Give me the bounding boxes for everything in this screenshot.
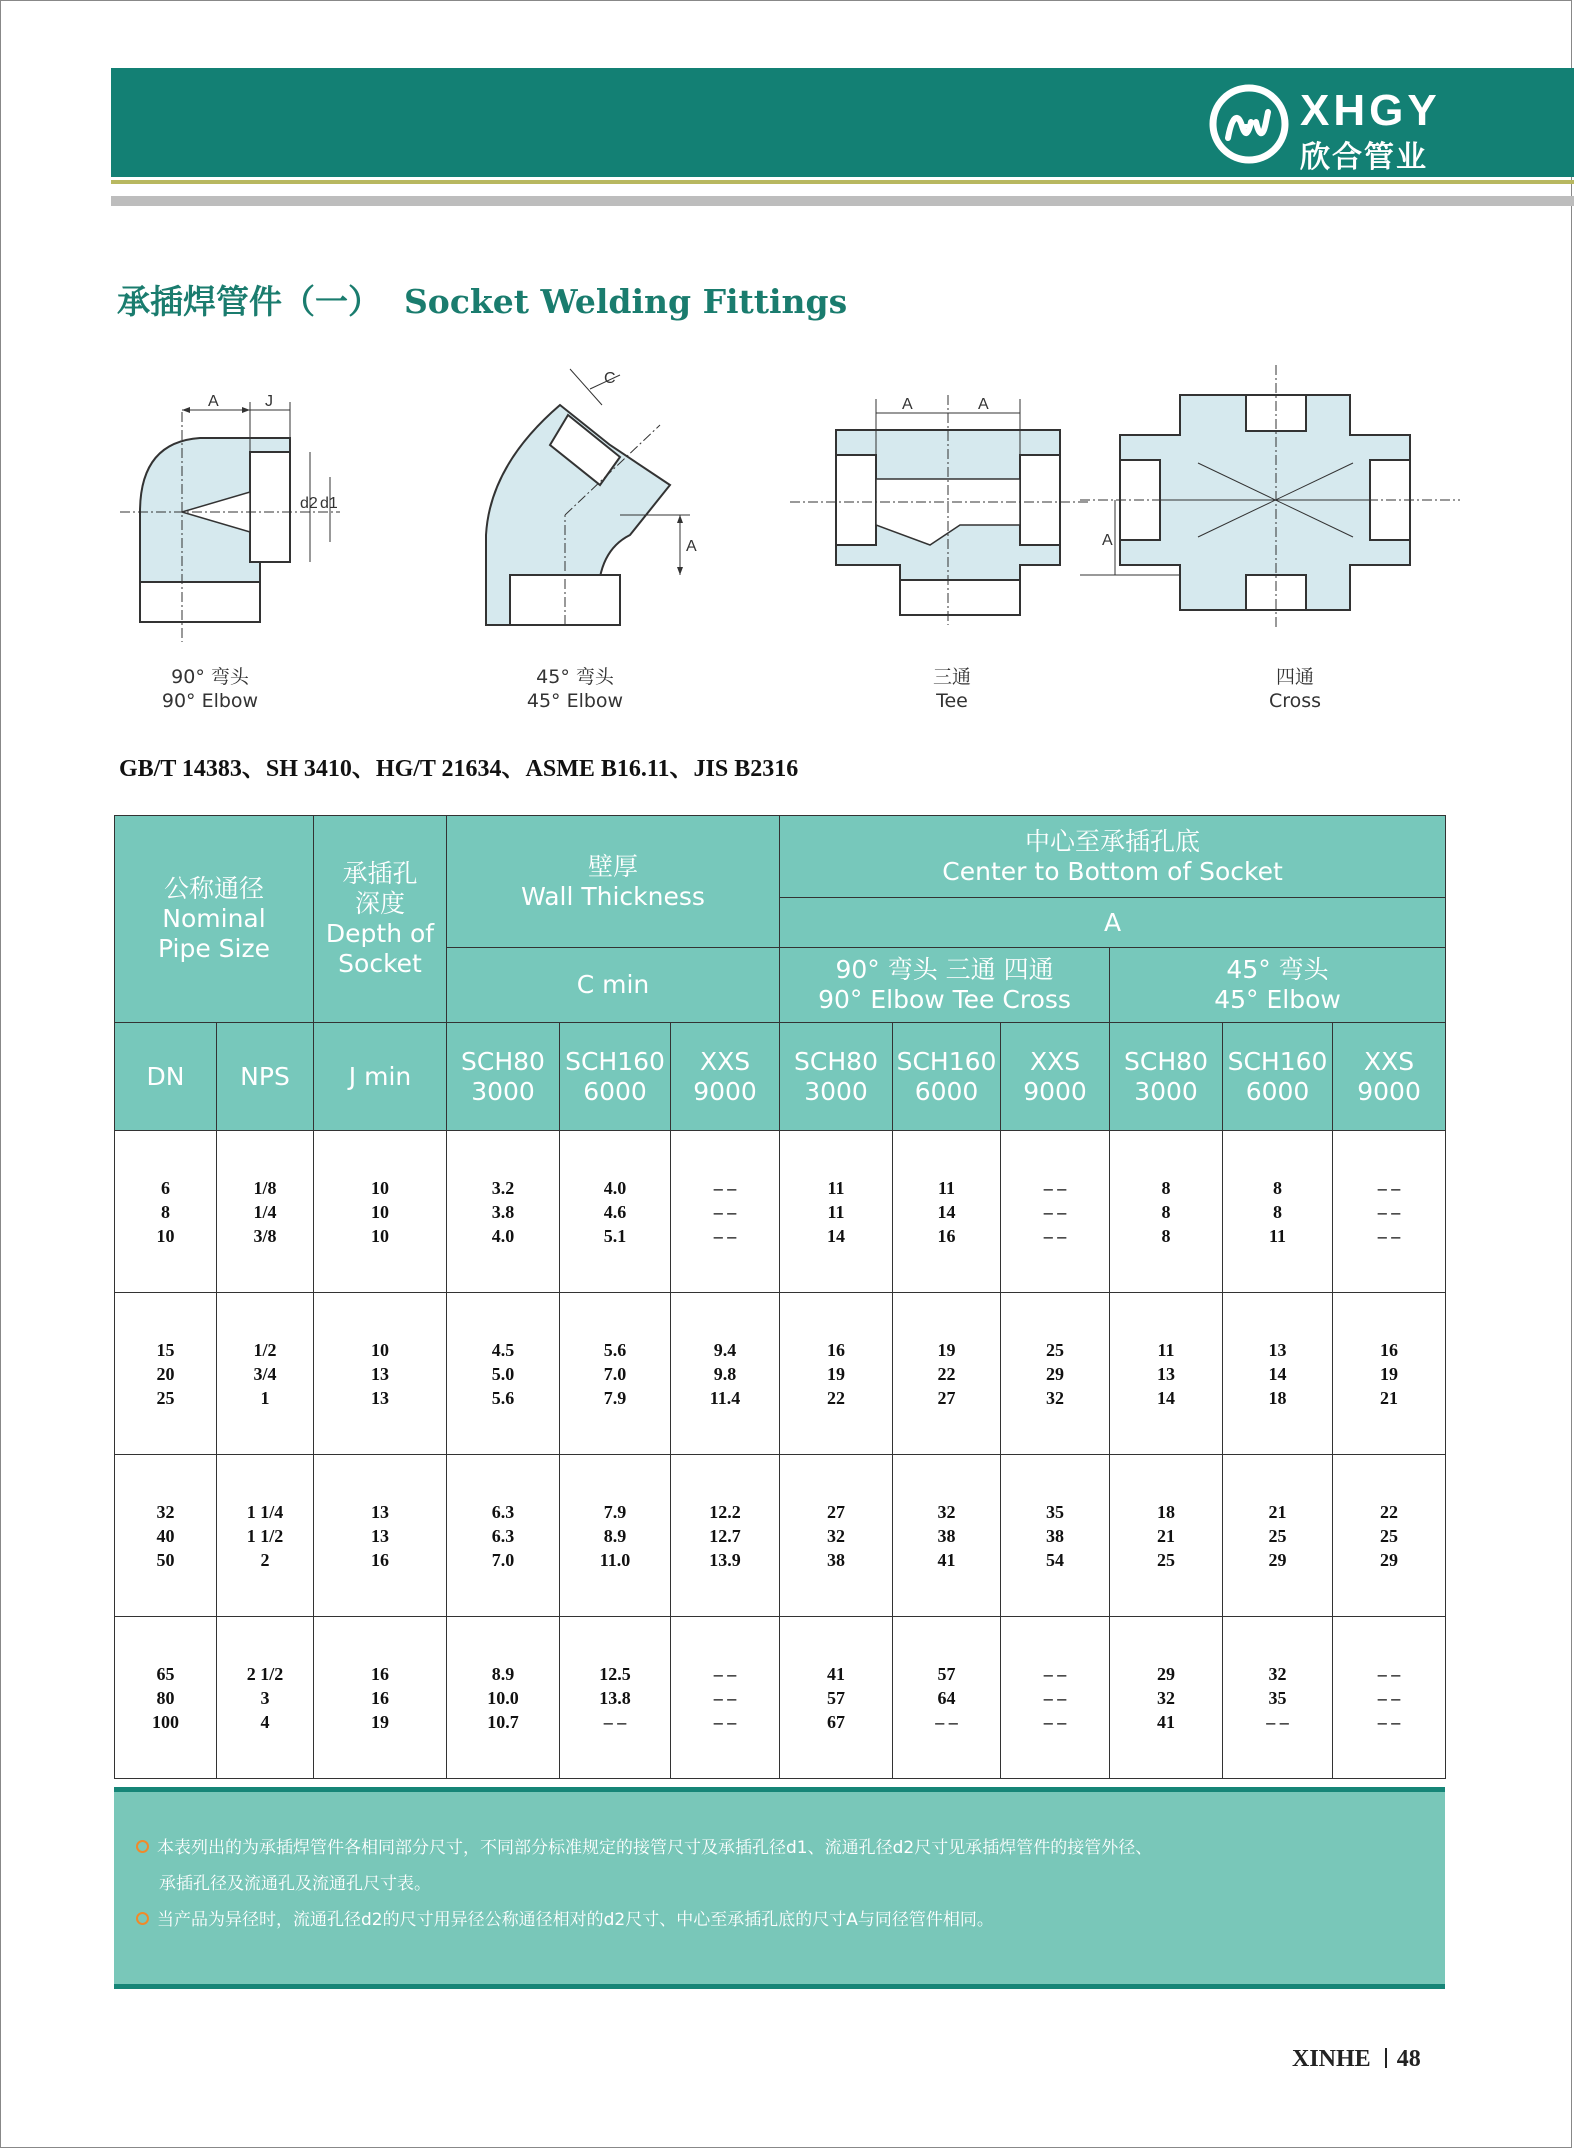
caption-cn: 四通 — [1275, 666, 1314, 688]
cell-value: 32 — [1157, 1687, 1176, 1708]
dim-label-a: A — [686, 538, 697, 555]
cell-value: – – — [1043, 1225, 1067, 1246]
footer-brand: XINHE — [1292, 2046, 1371, 2072]
dim-label-c: C — [604, 370, 616, 387]
cell-value: 32 — [827, 1525, 846, 1546]
class-header: XXS 9000 — [671, 1023, 780, 1131]
table-row — [115, 1131, 1446, 1293]
note-1-continued: 承插孔径及流通孔及流通孔尺寸表。 — [159, 1874, 431, 1894]
cell-value: 15 — [156, 1339, 175, 1360]
cell-value: – – — [713, 1663, 737, 1684]
cell-value: 13 — [1268, 1339, 1287, 1360]
cell-value: 41 — [937, 1549, 956, 1570]
cell-value: 16 — [827, 1339, 846, 1360]
class-header: SCH160 6000 — [560, 1023, 671, 1131]
cell-value: 35 — [1268, 1687, 1287, 1708]
logo-mark-icon — [1208, 82, 1294, 168]
cell-value: 13 — [371, 1525, 389, 1546]
cell-value: 8.9 — [603, 1525, 627, 1546]
table-cell-a45-80 — [1110, 1131, 1223, 1293]
cell-value: 35 — [1046, 1501, 1065, 1522]
cell-value: 13 — [371, 1501, 389, 1522]
logo-text-en: XHGY — [1300, 86, 1441, 135]
cell-value: 14 — [1268, 1363, 1287, 1384]
cell-value: 13.8 — [599, 1687, 631, 1708]
table-cell-cxxs — [671, 1617, 780, 1779]
group-90-header: 90° 弯头 三通 四通 90° Elbow Tee Cross — [780, 948, 1110, 1023]
class-header: SCH160 6000 — [893, 1023, 1001, 1131]
cell-value: – – — [1043, 1663, 1067, 1684]
cell-value: 10.0 — [487, 1687, 519, 1708]
cell-value: 3/8 — [253, 1225, 277, 1246]
cell-value: 4 — [260, 1711, 270, 1732]
class-header: SCH80 3000 — [1110, 1023, 1223, 1131]
caption-en: Cross — [1268, 690, 1322, 712]
cell-value: 25 — [1268, 1525, 1287, 1546]
cell-value: 11 — [938, 1177, 956, 1198]
cell-value: 18 — [1157, 1501, 1176, 1522]
cell-value: 7.9 — [603, 1501, 627, 1522]
cell-value: 1 — [260, 1387, 270, 1408]
class-header: XXS 9000 — [1001, 1023, 1110, 1131]
cell-value: 80 — [156, 1687, 175, 1708]
table-cell-a45-160 — [1223, 1293, 1333, 1455]
cell-value: 19 — [827, 1363, 846, 1384]
cell-value: 57 — [937, 1663, 956, 1684]
cell-value: 25 — [1046, 1339, 1065, 1360]
cell-value: 8 — [1161, 1225, 1171, 1246]
table-cell-a90-80 — [780, 1617, 893, 1779]
dn-header: DN — [115, 1023, 217, 1131]
cell-value: 18 — [1268, 1387, 1287, 1408]
bullet-icon — [136, 1840, 149, 1853]
cell-value: 22 — [1380, 1501, 1399, 1522]
cell-value: – – — [935, 1711, 958, 1732]
cell-value: 27 — [827, 1501, 846, 1522]
table-cell-c80 — [447, 1455, 560, 1617]
caption-cn: 45° 弯头 — [536, 666, 614, 688]
cell-value: 32 — [937, 1501, 956, 1522]
table-cell-dn — [115, 1293, 217, 1455]
cell-value: 4.5 — [491, 1339, 515, 1360]
cell-value: 1 1/4 — [246, 1501, 284, 1522]
logo-text-cn: 欣合管业 — [1300, 140, 1428, 175]
table-cell-a90-xxs — [1001, 1455, 1110, 1617]
figure-caption-90-elbow — [120, 665, 300, 713]
table-cell-a45-xxs — [1333, 1131, 1446, 1293]
diagram-tee — [790, 385, 1090, 630]
table-cell-cxxs — [671, 1455, 780, 1617]
center-to-socket-header: 中心至承插孔底 Center to Bottom of Socket — [780, 816, 1446, 898]
table-cell-a45-80 — [1110, 1617, 1223, 1779]
header-row-1 — [115, 816, 1446, 898]
cell-value: 13 — [371, 1387, 389, 1408]
cell-value: 38 — [827, 1549, 846, 1570]
table-cell-j — [314, 1617, 447, 1779]
cell-value: – – — [713, 1177, 737, 1198]
dim-label-a-right: A — [978, 396, 989, 413]
cell-value: – – — [1266, 1711, 1289, 1732]
table-cell-nps — [217, 1617, 314, 1779]
brand-logo — [1208, 82, 1448, 175]
cell-value: 16 — [371, 1549, 389, 1570]
table-cell-nps — [217, 1293, 314, 1455]
dim-label-d1: d1 — [320, 495, 338, 512]
cell-value: 5.6 — [491, 1387, 515, 1408]
cell-value: 12.5 — [599, 1663, 631, 1684]
cell-value: 100 — [152, 1711, 179, 1732]
cell-value: 2 1/2 — [246, 1663, 284, 1684]
cell-value: 7.9 — [603, 1387, 627, 1408]
diagram-90-elbow — [110, 392, 360, 657]
socket-depth-header: 承插孔 深度 Depth of Socket — [314, 816, 447, 1023]
cell-value: 4.0 — [603, 1177, 627, 1198]
cell-value: 38 — [1046, 1525, 1065, 1546]
class-header: SCH80 3000 — [447, 1023, 560, 1131]
cell-value: 10 — [371, 1339, 389, 1360]
cell-value: 21 — [1380, 1387, 1399, 1408]
cell-value: – – — [713, 1225, 737, 1246]
cell-value: 67 — [827, 1711, 846, 1732]
table-cell-a45-80 — [1110, 1455, 1223, 1617]
nominal-size-header: 公称通径 Nominal Pipe Size — [115, 816, 314, 1023]
table-cell-a45-xxs — [1333, 1617, 1446, 1779]
cell-value: 6.3 — [491, 1501, 515, 1522]
cell-value: – – — [1043, 1177, 1067, 1198]
table-cell-c80 — [447, 1293, 560, 1455]
cell-value: 10 — [371, 1177, 389, 1198]
caption-cn: 90° 弯头 — [171, 666, 249, 688]
table-cell-nps — [217, 1455, 314, 1617]
page-title: 承插焊管件（一） Socket Welding Fittings — [117, 282, 848, 321]
cell-value: 1/4 — [253, 1201, 277, 1222]
cell-value: 21 — [1268, 1501, 1287, 1522]
cell-value: 11 — [1269, 1225, 1287, 1246]
table-cell-j — [314, 1293, 447, 1455]
dimension-a-header: A — [780, 898, 1446, 948]
cell-value: 32 — [1046, 1387, 1065, 1408]
footer-separator — [1385, 2048, 1387, 2068]
cell-value: – – — [713, 1687, 737, 1708]
cell-value: – – — [713, 1201, 737, 1222]
cell-value: 22 — [827, 1387, 846, 1408]
table-cell-c160 — [560, 1455, 671, 1617]
cell-value: 13.9 — [709, 1549, 741, 1570]
dim-label-d2: d2 — [300, 495, 318, 512]
cell-value: 8.9 — [491, 1663, 515, 1684]
nps-header: NPS — [217, 1023, 314, 1131]
cell-value: 6.3 — [491, 1525, 515, 1546]
cell-value: 12.2 — [709, 1501, 741, 1522]
dim-label-a: A — [1102, 532, 1113, 549]
cell-value: 8 — [1161, 1201, 1171, 1222]
cell-value: – – — [1377, 1225, 1401, 1246]
cell-value: 14 — [1157, 1387, 1176, 1408]
cell-value: 13 — [371, 1363, 389, 1384]
caption-en: 90° Elbow — [161, 690, 259, 712]
figure-caption-cross — [1205, 665, 1385, 713]
cell-value: 3.8 — [491, 1201, 515, 1222]
table-cell-a90-160 — [893, 1293, 1001, 1455]
cell-value: 32 — [156, 1501, 175, 1522]
table-cell-c160 — [560, 1293, 671, 1455]
cell-value: 9.8 — [713, 1363, 737, 1384]
cell-value: – – — [1377, 1201, 1401, 1222]
cell-value: 57 — [827, 1687, 846, 1708]
page-footer — [1292, 2046, 1421, 2073]
cell-value: 19 — [371, 1711, 389, 1732]
figure-caption-45-elbow — [485, 665, 665, 713]
cell-value: 25 — [1157, 1549, 1176, 1570]
bullet-icon — [136, 1912, 149, 1925]
cell-value: 4.0 — [491, 1225, 515, 1246]
diagram-45-elbow — [470, 365, 720, 660]
cell-value: – – — [603, 1711, 627, 1732]
table-cell-dn — [115, 1131, 217, 1293]
table-cell-a90-80 — [780, 1131, 893, 1293]
table-cell-c80 — [447, 1617, 560, 1779]
cell-value: 19 — [937, 1339, 956, 1360]
cell-value: 11.4 — [709, 1387, 741, 1408]
cell-value: 8 — [1273, 1201, 1283, 1222]
table-cell-a45-160 — [1223, 1131, 1333, 1293]
cell-value: 4.6 — [603, 1201, 627, 1222]
cell-value: 2 — [260, 1549, 270, 1570]
cell-value: – – — [1043, 1711, 1067, 1732]
header-row-4 — [115, 1023, 1446, 1131]
cell-value: 32 — [1268, 1663, 1287, 1684]
cell-value: 10.7 — [487, 1711, 519, 1732]
cell-value: 38 — [937, 1525, 956, 1546]
cell-value: 16 — [937, 1225, 956, 1246]
table-cell-a45-xxs — [1333, 1293, 1446, 1455]
group-45-header: 45° 弯头 45° Elbow — [1110, 948, 1446, 1023]
cell-value: 8 — [161, 1201, 170, 1222]
cell-value: 8 — [1273, 1177, 1283, 1198]
header-stripe-gray — [111, 196, 1574, 206]
cell-value: 14 — [827, 1225, 846, 1246]
note-2: 当产品为异径时，流通孔径d2的尺寸用异径公称通径相对的d2尺寸、中心至承插孔底的尺寸A与同径管件相同。 — [136, 1902, 994, 1938]
table-cell-a45-160 — [1223, 1455, 1333, 1617]
cell-value: 3.2 — [491, 1177, 515, 1198]
cell-value: 5.0 — [491, 1363, 515, 1384]
cell-value: – – — [1043, 1201, 1067, 1222]
dim-label-a-left: A — [902, 396, 913, 413]
dim-label-j: J — [265, 393, 273, 410]
cell-value: 11 — [827, 1177, 845, 1198]
table-cell-nps — [217, 1131, 314, 1293]
notes-box — [114, 1787, 1445, 1989]
table-row — [115, 1293, 1446, 1455]
cell-value: – – — [1377, 1711, 1401, 1732]
table-cell-c160 — [560, 1131, 671, 1293]
cell-value: 11.0 — [599, 1549, 631, 1570]
note-1: 本表列出的为承插焊管件各相同部分尺寸，不同部分标准规定的接管尺寸及承插孔径d1、流通孔径d2尺寸见承插焊管件的接管外径、 — [136, 1830, 1152, 1866]
cell-value: – – — [1043, 1687, 1067, 1708]
cell-value: 10 — [156, 1225, 175, 1246]
table-cell-a90-160 — [893, 1131, 1001, 1293]
cell-value: 3/4 — [253, 1363, 277, 1384]
cell-value: 1/8 — [253, 1177, 277, 1198]
cell-value: 12.7 — [709, 1525, 741, 1546]
cell-value: 3 — [260, 1687, 270, 1708]
cell-value: 14 — [937, 1201, 956, 1222]
cell-value: 16 — [371, 1663, 389, 1684]
cell-value: 29 — [1157, 1663, 1176, 1684]
diagram-cross — [1080, 365, 1460, 635]
cell-value: 16 — [371, 1687, 389, 1708]
cell-value: 25 — [1380, 1525, 1399, 1546]
cell-value: – – — [713, 1711, 737, 1732]
cell-value: 27 — [937, 1387, 956, 1408]
table-cell-j — [314, 1455, 447, 1617]
cell-value: 22 — [937, 1363, 956, 1384]
cell-value: 7.0 — [491, 1549, 515, 1570]
cell-value: 1 1/2 — [246, 1525, 284, 1546]
class-header: SCH160 6000 — [1223, 1023, 1333, 1131]
table-cell-a90-xxs — [1001, 1293, 1110, 1455]
cell-value: 19 — [1380, 1363, 1399, 1384]
cell-value: 6 — [161, 1177, 170, 1198]
table-cell-a90-xxs — [1001, 1617, 1110, 1779]
page-number: 48 — [1396, 2046, 1421, 2072]
table-cell-a90-80 — [780, 1455, 893, 1617]
dimension-table — [114, 815, 1446, 1779]
cell-value: 25 — [156, 1387, 175, 1408]
cell-value: 64 — [937, 1687, 956, 1708]
table-cell-c80 — [447, 1131, 560, 1293]
dim-label-a: A — [208, 393, 219, 410]
cell-value: – – — [1377, 1177, 1401, 1198]
cell-value: 50 — [156, 1549, 175, 1570]
jmin-header: J min — [314, 1023, 447, 1131]
table-cell-a90-xxs — [1001, 1131, 1110, 1293]
table-cell-a90-160 — [893, 1617, 1001, 1779]
table-cell-dn — [115, 1617, 217, 1779]
cell-value: 20 — [156, 1363, 175, 1384]
cell-value: 13 — [1157, 1363, 1176, 1384]
cell-value: 10 — [371, 1225, 389, 1246]
cell-value: 41 — [827, 1663, 846, 1684]
table-cell-dn — [115, 1455, 217, 1617]
table-cell-j — [314, 1131, 447, 1293]
cell-value: 7.0 — [603, 1363, 627, 1384]
table-cell-a90-160 — [893, 1455, 1001, 1617]
table-row — [115, 1455, 1446, 1617]
caption-en: Tee — [936, 690, 968, 712]
cell-value: 65 — [156, 1663, 175, 1684]
caption-cn: 三通 — [932, 666, 971, 688]
cell-value: 41 — [1157, 1711, 1176, 1732]
c-min-header: C min — [447, 948, 780, 1023]
cell-value: 10 — [371, 1201, 389, 1222]
cell-value: 11 — [1157, 1339, 1175, 1360]
cell-value: 9.4 — [713, 1339, 737, 1360]
cell-value: 40 — [156, 1525, 175, 1546]
cell-value: – – — [1377, 1663, 1401, 1684]
figure-caption-tee — [862, 665, 1042, 713]
caption-en: 45° Elbow — [526, 690, 624, 712]
wall-thickness-header: 壁厚 Wall Thickness — [447, 816, 780, 948]
header-stripe-olive — [111, 180, 1574, 184]
cell-value: 11 — [827, 1201, 845, 1222]
cell-value: 1/2 — [253, 1339, 277, 1360]
table-cell-a45-80 — [1110, 1293, 1223, 1455]
table-cell-a45-160 — [1223, 1617, 1333, 1779]
cell-value: – – — [1377, 1687, 1401, 1708]
cell-value: 8 — [1161, 1177, 1171, 1198]
cell-value: 29 — [1268, 1549, 1287, 1570]
cell-value: 21 — [1157, 1525, 1176, 1546]
class-header: XXS 9000 — [1333, 1023, 1446, 1131]
cell-value: 5.6 — [603, 1339, 627, 1360]
standards-line: GB/T 14383、SH 3410、HG/T 21634、ASME B16.11、JIS B2316 — [119, 756, 799, 782]
table-cell-c160 — [560, 1617, 671, 1779]
table-cell-a90-80 — [780, 1293, 893, 1455]
cell-value: 29 — [1046, 1363, 1065, 1384]
table-cell-a45-xxs — [1333, 1455, 1446, 1617]
table-cell-cxxs — [671, 1131, 780, 1293]
cell-value: 54 — [1046, 1549, 1065, 1570]
table-cell-cxxs — [671, 1293, 780, 1455]
class-header: SCH80 3000 — [780, 1023, 893, 1131]
table-row — [115, 1617, 1446, 1779]
cell-value: 29 — [1380, 1549, 1399, 1570]
cell-value: 16 — [1380, 1339, 1399, 1360]
cell-value: 5.1 — [603, 1225, 627, 1246]
